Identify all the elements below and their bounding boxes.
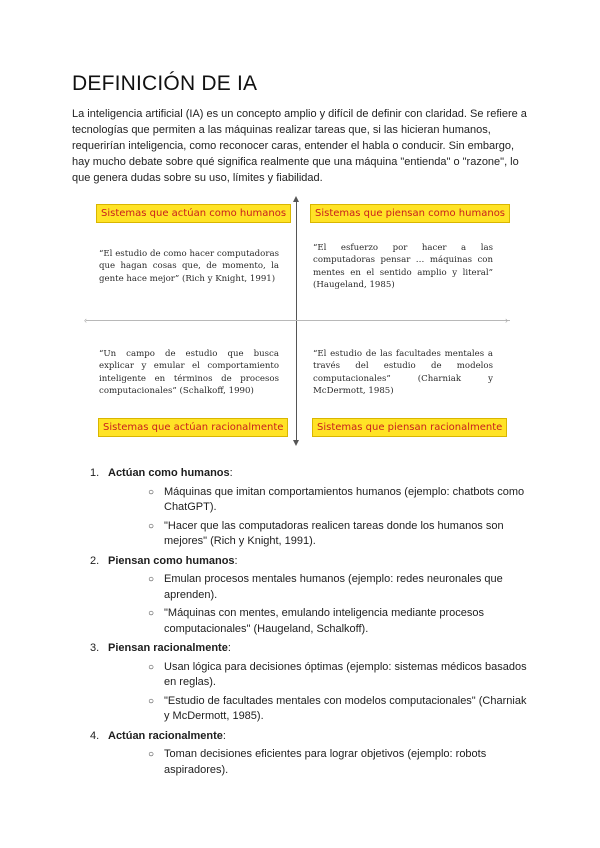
label-act-rational: Sistemas que actúan racionalmente	[98, 418, 288, 437]
quote-think-rational: “El estudio de las facultades mentales a través del estudio de modelos computacionales” (Charniak y McDermott, 1985)	[313, 349, 493, 396]
list-item	[72, 729, 542, 779]
bullet-icon: ○	[148, 661, 155, 673]
arrow-left-icon: ‹	[84, 315, 87, 325]
bullet-icon: ○	[148, 695, 155, 707]
sub-item	[108, 485, 534, 516]
arrow-up-icon	[293, 196, 299, 202]
categories-list	[72, 466, 542, 782]
sub-item-text: "Hacer que las computadoras realicen tareas donde los humanos son mejores" (Rich y Knight, 1991).	[164, 519, 504, 547]
label-think-human: Sistemas que piensan como humanos	[310, 204, 510, 223]
sub-item-text: Máquinas que imitan comportamientos humanos (ejemplo: chatbots como ChatGPT).	[164, 485, 525, 513]
arrow-down-icon	[293, 440, 299, 446]
list-heading: Actúan como humanos	[108, 467, 230, 479]
sub-item	[108, 660, 534, 691]
bullet-icon: ○	[148, 520, 155, 532]
sub-item	[108, 606, 534, 637]
list-item	[72, 466, 542, 550]
arrow-right-icon: ›	[505, 315, 508, 325]
sub-item	[108, 519, 534, 550]
quote-act-rational: “Un campo de estudio que busca explicar y emular el comportamiento inteligente en términos de procesos computacionales” (Schalkoff, 1990)	[99, 349, 279, 396]
list-number: 2.	[90, 554, 100, 567]
sub-item-text: Emulan procesos mentales humanos (ejemplo: redes neuronales que aprenden).	[164, 573, 503, 601]
horizontal-axis	[86, 320, 510, 321]
quote-think-human: “El esfuerzo por hacer a las computadoras pensar … máquinas con mentes en el sentido amplio y literal” (Haugeland, 1985)	[313, 243, 493, 290]
ai-definitions-diagram	[84, 196, 512, 448]
list-number: 1.	[90, 467, 100, 479]
sub-item	[108, 572, 534, 603]
quote-act-human: “El estudio de como hacer computadoras que hagan cosas que, de momento, la gente hace mejor” (Rich y Knight, 1991)	[99, 249, 279, 284]
sub-item	[108, 747, 534, 778]
list-number: 4.	[90, 729, 100, 742]
label-think-rational: Sistemas que piensan racionalmente	[312, 418, 507, 437]
bullet-icon: ○	[148, 574, 155, 585]
list-item	[72, 641, 542, 725]
list-heading: Piensan racionalmente	[108, 642, 228, 654]
sub-item	[108, 694, 534, 725]
sub-item-text: "Estudio de facultades mentales con modelos computacionales" (Charniak y McDermott, 1985).	[164, 694, 527, 722]
sub-item-text: Usan lógica para decisiones óptimas (ejemplo: sistemas médicos basados en reglas).	[164, 660, 527, 688]
intro-paragraph: La inteligencia artificial (IA) es un concepto amplio y difícil de definir con claridad. Se refiere a tecnologías que permiten a las máquinas realizar tareas que, si las hicieran humanos, requerirían inteligencia, como reconocer caras, entender el habla o conducir. Sin embargo, hay mucho debate sobre qué significa realmente que una máquina "entienda" o "razone", lo que genera dudas sobre su uso, límites y fiabilidad.	[72, 108, 527, 184]
vertical-axis	[296, 198, 297, 444]
list-number: 3.	[90, 642, 100, 654]
list-heading: Piensan como humanos	[108, 554, 235, 567]
bullet-icon: ○	[148, 749, 155, 760]
bullet-icon: ○	[148, 608, 155, 619]
bullet-icon: ○	[148, 486, 155, 498]
list-heading: Actúan racionalmente	[108, 729, 223, 742]
list-colon: :	[229, 467, 233, 479]
list-item	[72, 554, 542, 638]
sub-item-text: Toman decisiones eficientes para lograr objetivos (ejemplo: robots aspiradores).	[164, 748, 487, 776]
list-colon: :	[234, 554, 238, 567]
list-colon: :	[227, 642, 231, 654]
list-colon: :	[222, 729, 226, 742]
sub-item-text: "Máquinas con mentes, emulando inteligencia mediante procesos computacionales" (Haugeland, Schalkoff).	[164, 607, 485, 635]
page-title: DEFINICIÓN DE IA	[72, 72, 258, 95]
label-act-human: Sistemas que actúan como humanos	[96, 204, 291, 223]
